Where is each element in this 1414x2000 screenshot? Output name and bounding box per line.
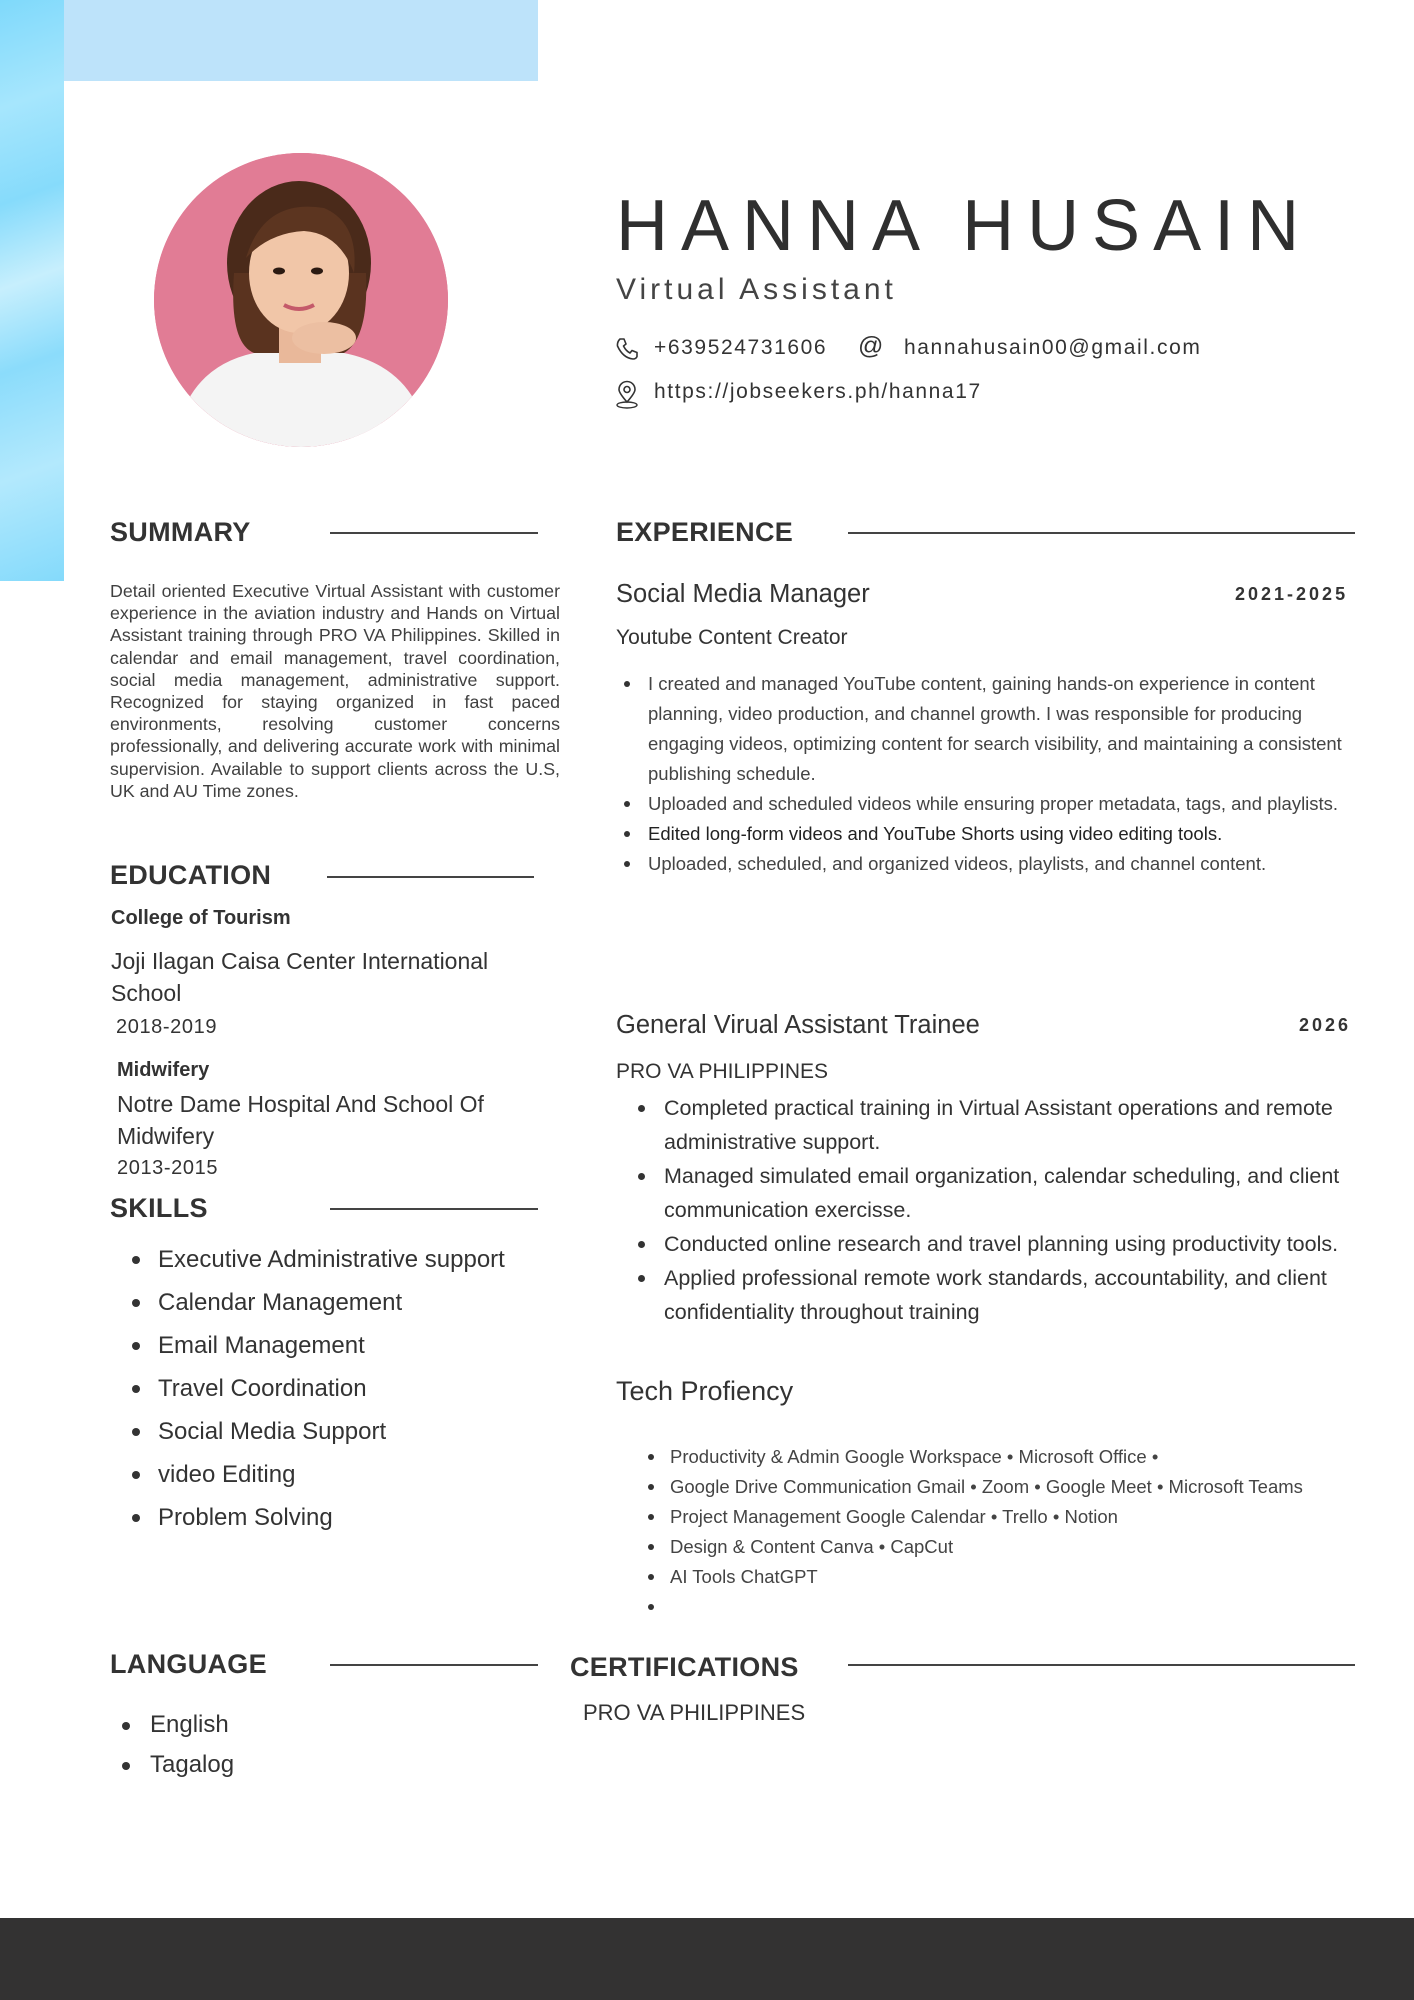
job-title: General Virual Assistant Trainee	[616, 1011, 980, 1039]
education-degree: Midwifery	[117, 1059, 210, 1081]
summary-heading: SUMMARY	[110, 517, 251, 547]
list-item: I created and managed YouTube content, gaining hands-on experience in content planning, video production, and channel growth. I was responsible for producing engaging videos, optimizing content for search visibility, and maintaining a consistent publishing schedule.	[620, 669, 1360, 789]
education-school: Joji Ilagan Caisa Center International School	[111, 948, 489, 1006]
list-item: Design & Content Canva • CapCut	[644, 1532, 1364, 1562]
language-divider	[330, 1664, 538, 1666]
education-years: 2018-2019	[116, 1016, 218, 1038]
list-item: Google Drive Communication Gmail • Zoom • Google Meet • Microsoft Teams	[644, 1472, 1364, 1502]
job-bullets	[620, 669, 1360, 879]
job-years: 2026	[1299, 1015, 1352, 1035]
list-item: Edited long-form videos and YouTube Shorts using video editing tools.	[620, 819, 1360, 849]
list-item: Tagalog	[120, 1745, 420, 1785]
list-item: Travel Coordination	[130, 1367, 550, 1410]
list-item: Social Media Support	[130, 1410, 550, 1453]
tech-list	[644, 1442, 1364, 1622]
phone-number[interactable]: +639524731606	[654, 336, 828, 359]
experience-heading: EXPERIENCE	[616, 517, 794, 547]
skills-heading: SKILLS	[110, 1193, 208, 1223]
language-heading: LANGUAGE	[110, 1649, 267, 1679]
list-item: Managed simulated email organization, calendar scheduling, and client communication exercisse.	[634, 1159, 1374, 1227]
certification-organization: PRO VA PHILIPPINES	[583, 1700, 806, 1725]
profile-photo	[154, 153, 448, 447]
summary-text: Detail oriented Executive Virtual Assistant with customer experience in the aviation industry and Hands on Virtual Assistant training through PRO VA Philippines. Skilled in calendar and email management, travel coordination, social media management, administrative support. Recognized for staying organized in fast paced environments, resolving customer concerns professionally, and delivering accurate work with minimal supervision. Available to support clients across the U.S, UK and AU Time zones.	[110, 581, 560, 801]
email-address[interactable]: hannahusain00@gmail.com	[904, 336, 1202, 359]
list-item: Calendar Management	[130, 1281, 550, 1324]
job-years: 2021-2025	[1235, 584, 1349, 604]
list-item: Applied professional remote work standards, accountability, and client confidentiality throughout training	[634, 1261, 1374, 1329]
list-item: Executive Administrative support	[130, 1238, 550, 1281]
list-item: Project Management Google Calendar • Trello • Notion	[644, 1502, 1364, 1532]
footer-bar	[0, 1918, 1414, 2000]
at-icon: @	[858, 332, 884, 360]
language-list	[120, 1705, 420, 1785]
list-item: Conducted online research and travel planning using productivity tools.	[634, 1227, 1374, 1261]
list-item: English	[120, 1705, 420, 1745]
summary-divider	[330, 532, 538, 534]
decorative-side-strip	[0, 0, 64, 581]
list-item: Email Management	[130, 1324, 550, 1367]
list-item: video Editing	[130, 1453, 550, 1496]
certifications-divider	[848, 1664, 1355, 1666]
list-item: Uploaded and scheduled videos while ensuring proper metadata, tags, and playlists.	[620, 789, 1360, 819]
job-title: Social Media Manager	[616, 580, 870, 608]
education-school: Notre Dame Hospital And School Of Midwifery	[117, 1091, 484, 1149]
job-company: Youtube Content Creator	[616, 626, 848, 649]
phone-icon	[614, 336, 640, 362]
list-item: Completed practical training in Virtual Assistant operations and remote administrative support.	[634, 1091, 1374, 1159]
education-heading: EDUCATION	[110, 860, 272, 890]
list-item: Uploaded, scheduled, and organized videos, playlists, and channel content.	[620, 849, 1360, 879]
candidate-title: Virtual Assistant	[616, 273, 897, 306]
list-item: AI Tools ChatGPT	[644, 1562, 1364, 1592]
list-item: Productivity & Admin Google Workspace • Microsoft Office •	[644, 1442, 1364, 1472]
list-item: Problem Solving	[130, 1496, 550, 1539]
location-pin-icon	[614, 380, 640, 410]
experience-divider	[848, 532, 1355, 534]
tech-heading: Tech Profiency	[616, 1376, 794, 1406]
education-years: 2013-2015	[117, 1157, 219, 1179]
skills-divider	[330, 1208, 538, 1210]
education-degree: College of Tourism	[111, 907, 291, 929]
skills-list	[130, 1238, 550, 1539]
list-item	[644, 1592, 1364, 1622]
certifications-heading: CERTIFICATIONS	[570, 1652, 799, 1682]
job-company: PRO VA PHILIPPINES	[616, 1060, 829, 1083]
portfolio-link[interactable]: https://jobseekers.ph/hanna17	[654, 380, 982, 403]
decorative-top-bar	[64, 0, 538, 81]
job-bullets	[634, 1091, 1374, 1329]
candidate-name: HANNA HUSAIN	[616, 186, 1313, 266]
education-divider	[327, 876, 534, 878]
